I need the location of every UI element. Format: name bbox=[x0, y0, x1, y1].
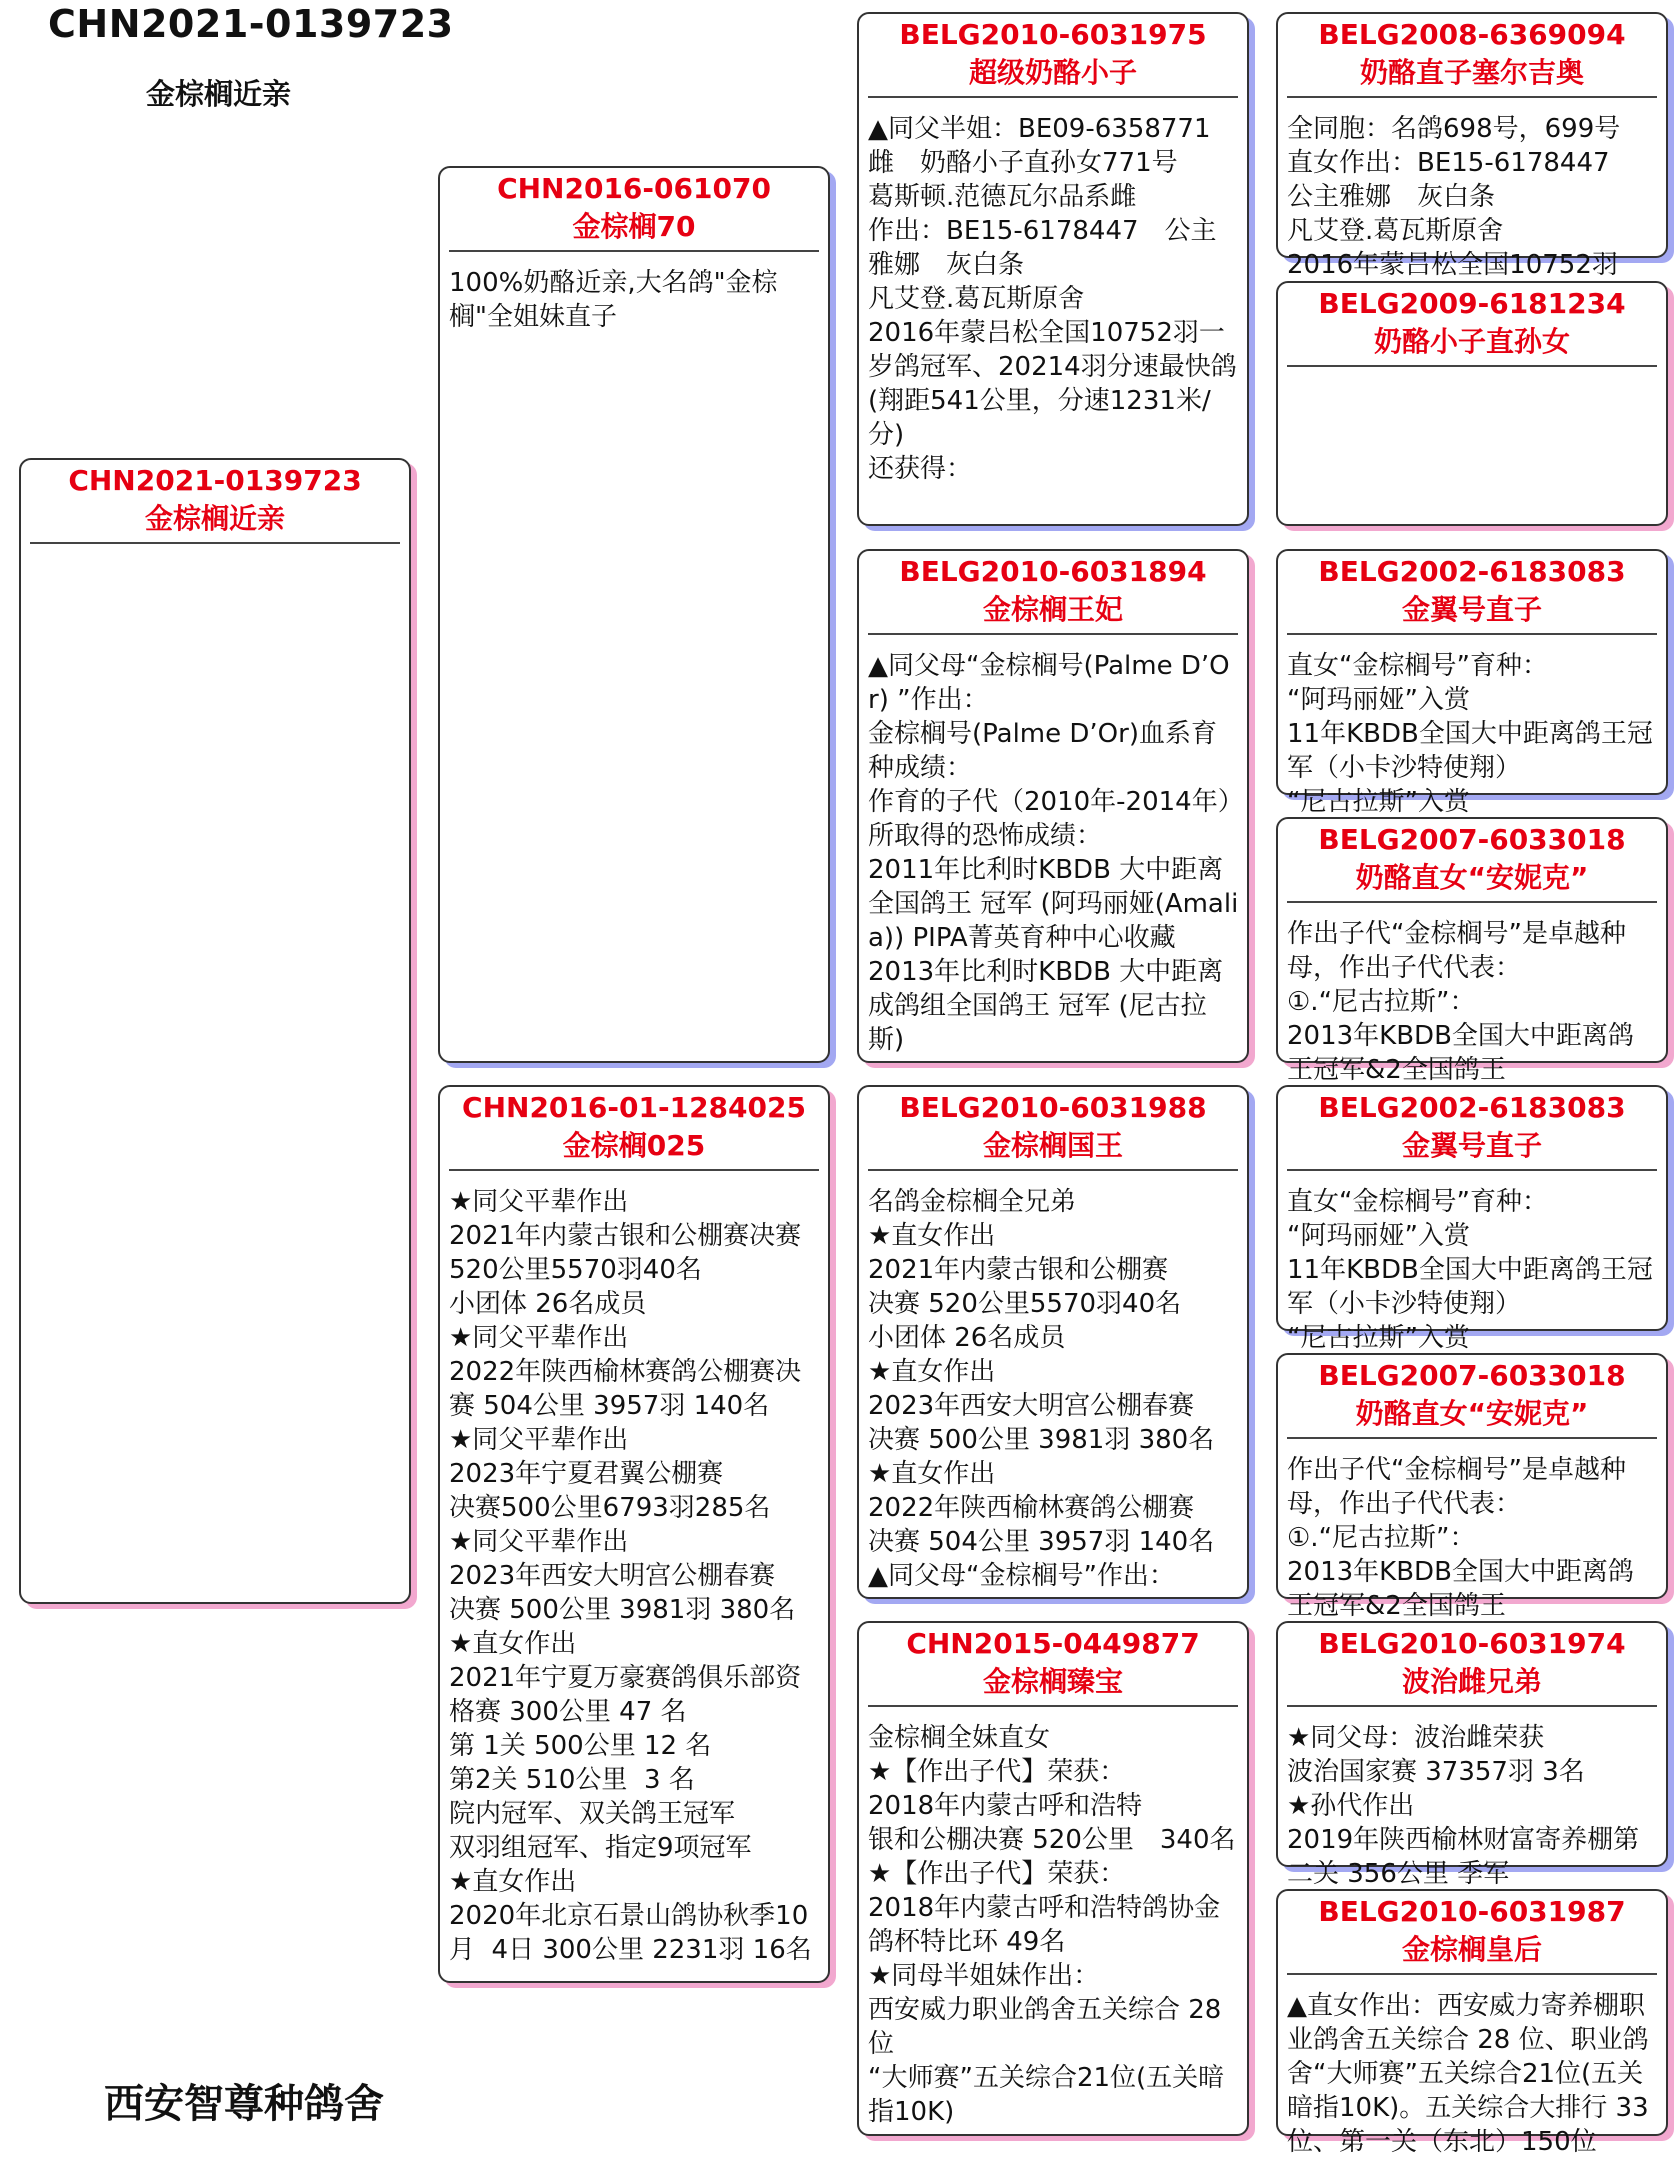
card-name: 金棕榈近亲 bbox=[144, 502, 285, 535]
card-ring-id: BELG2007-6033018 bbox=[1318, 1359, 1626, 1392]
card-ring-id: BELG2010-6031894 bbox=[899, 555, 1207, 588]
card-sire-dam-dam bbox=[1276, 817, 1668, 1085]
card-ring-id: BELG2009-6181234 bbox=[1318, 287, 1626, 320]
card-name: 金翼号直子 bbox=[1401, 593, 1542, 626]
card-divider bbox=[30, 542, 400, 544]
card-divider bbox=[868, 1169, 1238, 1171]
card-divider bbox=[1287, 96, 1657, 98]
card-notes: ▲同父母“金棕榈号(Palme D’Or) ”作出： 金棕榈号(Palme D’Or)血系育种成绩： 作育的子代（2010年-2014年）所取得的恐怖成绩： 2011年比利时KBDB 大中距离全国鸽王 冠军 (阿玛丽娅(Amalia)) PIPA菁英育种中心收藏 2013年比利时KBDB 大中距离成鸽组全国鸽王 冠军 (尼古拉斯) bbox=[868, 651, 1239, 1055]
card-ring-id: BELG2002-6183083 bbox=[1318, 1091, 1626, 1124]
card-name: 金翼号直子 bbox=[1401, 1129, 1542, 1162]
card-sire-sire-sire bbox=[1276, 12, 1668, 280]
card-sire bbox=[438, 166, 830, 1063]
card-divider bbox=[1287, 1973, 1657, 1975]
card-divider bbox=[868, 96, 1238, 98]
card-dam bbox=[438, 1085, 830, 1983]
card-name: 奶酪直女“安妮克” bbox=[1355, 1397, 1589, 1430]
card-ring-id: BELG2010-6031988 bbox=[899, 1091, 1207, 1124]
card-name: 金棕榈国王 bbox=[982, 1129, 1123, 1162]
card-notes: ★同父平辈作出 2021年内蒙古银和公棚赛决赛 520公里5570羽40名 小团体 26名成员 ★同父平辈作出 2022年陕西榆林赛鸽公棚赛决赛 504公里 3957羽 140名 ★同父平辈作出 2023年宁夏君翼公棚赛 决赛500公里6793羽285名 ★同父平辈作出 2023年西安大明宫公棚春赛 决赛 500公里 3981羽 380名 ★直女作出 2021年宁夏万豪赛鸽俱乐部资格赛 300公里 47 名 第 1关 500公里 12 名 第2关 510公里 3 名 院内冠军、双关鸽王冠军 双羽组冠军、指定9项冠军 ★直女作出 2020年北京石景山鸽协秋季10月 4日 300公里 2231羽 16名 bbox=[449, 1187, 812, 1965]
pedigree-ring-id: CHN2021-0139723 bbox=[48, 2, 454, 46]
card-dam-sire-sire bbox=[1276, 1085, 1668, 1353]
loft-name: 西安智尊种鸽舍 bbox=[104, 2081, 384, 2127]
card-notes: 直女“金棕榈号”育种： “阿玛丽娅”入赏 11年KBDB全国大中距离鸽王冠军（小卡沙特使翔） “尼古拉斯”入赏 bbox=[1287, 1187, 1653, 1353]
card-divider bbox=[1287, 1705, 1657, 1707]
card-notes: ▲直女作出：西安威力寄养棚职业鸽舍五关综合 28 位、职业鸽舍“大师赛”五关综合21位(五关暗指10K)。五关综合大排行 33 位、第一关（东北）150位 bbox=[1287, 1991, 1657, 2157]
card-sire-dam bbox=[857, 549, 1249, 1063]
card-sire-dam-sire bbox=[1276, 549, 1668, 817]
card-dam-sire-dam bbox=[1276, 1353, 1668, 1621]
card-notes: 100%奶酪近亲,大名鸽"金棕榈"全姐妹直子 bbox=[449, 268, 778, 332]
card-ring-id: CHN2016-061070 bbox=[497, 172, 771, 205]
card-sire-sire-dam bbox=[1276, 281, 1668, 526]
card-ring-id: CHN2016-01-1284025 bbox=[462, 1091, 806, 1124]
card-divider bbox=[449, 250, 819, 252]
card-notes: ★同父母：波治雌荣获 波治国家赛 37357羽 3名 ★孙代作出 2019年陕西榆林财富寄养棚第二关 356公里 季军 bbox=[1287, 1723, 1640, 1889]
card-divider bbox=[1287, 901, 1657, 903]
card-ring-id: BELG2010-6031974 bbox=[1318, 1627, 1626, 1660]
card-name: 波治雌兄弟 bbox=[1401, 1665, 1542, 1698]
card-ring-id: BELG2007-6033018 bbox=[1318, 823, 1626, 856]
card-dam-dam-dam bbox=[1276, 1889, 1668, 2157]
card-name: 奶酪直子塞尔吉奥 bbox=[1359, 56, 1584, 89]
card-dam-sire bbox=[857, 1085, 1249, 1599]
card-notes: ▲同父半姐：BE09-6358771 雌 奶酪小子直孙女771号 葛斯顿.范德瓦尔品系雌 作出：BE15-6178447 公主雅娜 灰白条 凡艾登.葛瓦斯原舍 2016年蒙吕松全国10752羽一岁鸽冠军、20214羽分速最快鸽 (翔距541公里，分速1231米/分) 还获得： bbox=[868, 114, 1237, 484]
card-notes: 作出子代“金棕榈号”是卓越种母，作出子代代表： ①.“尼古拉斯”： 2013年KBDB全国大中距离鸽王冠军&2全国鸽王 bbox=[1287, 919, 1634, 1085]
card-divider bbox=[1287, 365, 1657, 367]
card-name: 金棕榈025 bbox=[562, 1129, 706, 1162]
card-notes: 名鸽金棕榈全兄弟 ★直女作出 2021年内蒙古银和公棚赛 决赛 520公里5570羽40名 小团体 26名成员 ★直女作出 2023年西安大明宫公棚春赛 决赛 500公里 3981羽 380名 ★直女作出 2022年陕西榆林赛鸽公棚赛 决赛 504公里 3957羽 140名 ▲同父母“金棕榈号”作出： bbox=[868, 1187, 1215, 1591]
card-divider bbox=[1287, 1437, 1657, 1439]
card-ring-id: BELG2002-6183083 bbox=[1318, 555, 1626, 588]
card-notes: 金棕榈全妹直女 ★【作出子代】荣获： 2018年内蒙古呼和浩特 银和公棚决赛 520公里 340名 ★【作出子代】荣获： 2018年内蒙古呼和浩特鸽协金鸽杯特比环 49名 ★同母半姐妹作出： 西安威力职业鸽舍五关综合 28位 “大师赛”五关综合21位(五关暗指10K) bbox=[868, 1723, 1236, 2127]
card-dam-dam-sire bbox=[1276, 1621, 1668, 1889]
card-notes: 作出子代“金棕榈号”是卓越种母，作出子代代表： ①.“尼古拉斯”： 2013年KBDB全国大中距离鸽王冠军&2全国鸽王 bbox=[1287, 1455, 1634, 1621]
card-name: 金棕榈70 bbox=[572, 210, 696, 243]
card-divider bbox=[1287, 633, 1657, 635]
card-ring-id: CHN2021-0139723 bbox=[68, 464, 362, 497]
card-ring-id: CHN2015-0449877 bbox=[906, 1627, 1200, 1660]
pedigree-bird-name: 金棕榈近亲 bbox=[146, 77, 292, 111]
card-ring-id: BELG2008-6369094 bbox=[1318, 18, 1626, 51]
card-subject bbox=[19, 458, 411, 1604]
card-divider bbox=[1287, 1169, 1657, 1171]
card-name: 奶酪小子直孙女 bbox=[1373, 325, 1570, 358]
card-dam-dam bbox=[857, 1621, 1249, 2136]
card-name: 金棕榈臻宝 bbox=[982, 1665, 1123, 1698]
card-notes: 全同胞：名鸽698号，699号 直女作出：BE15-6178447 公主雅娜 灰白条 凡艾登.葛瓦斯原舍 2016年蒙吕松全国10752羽 bbox=[1287, 114, 1621, 280]
card-name: 超级奶酪小子 bbox=[968, 56, 1137, 89]
card-ring-id: BELG2010-6031987 bbox=[1318, 1895, 1626, 1928]
card-ring-id: BELG2010-6031975 bbox=[899, 18, 1207, 51]
card-name: 金棕榈王妃 bbox=[982, 593, 1123, 626]
card-divider bbox=[868, 1705, 1238, 1707]
card-divider bbox=[449, 1169, 819, 1171]
card-name: 奶酪直女“安妮克” bbox=[1355, 861, 1589, 894]
card-name: 金棕榈皇后 bbox=[1401, 1933, 1542, 1966]
card-sire-sire bbox=[857, 12, 1249, 526]
card-notes: 直女“金棕榈号”育种： “阿玛丽娅”入赏 11年KBDB全国大中距离鸽王冠军（小卡沙特使翔） “尼古拉斯”入赏 bbox=[1287, 651, 1653, 817]
card-divider bbox=[868, 633, 1238, 635]
